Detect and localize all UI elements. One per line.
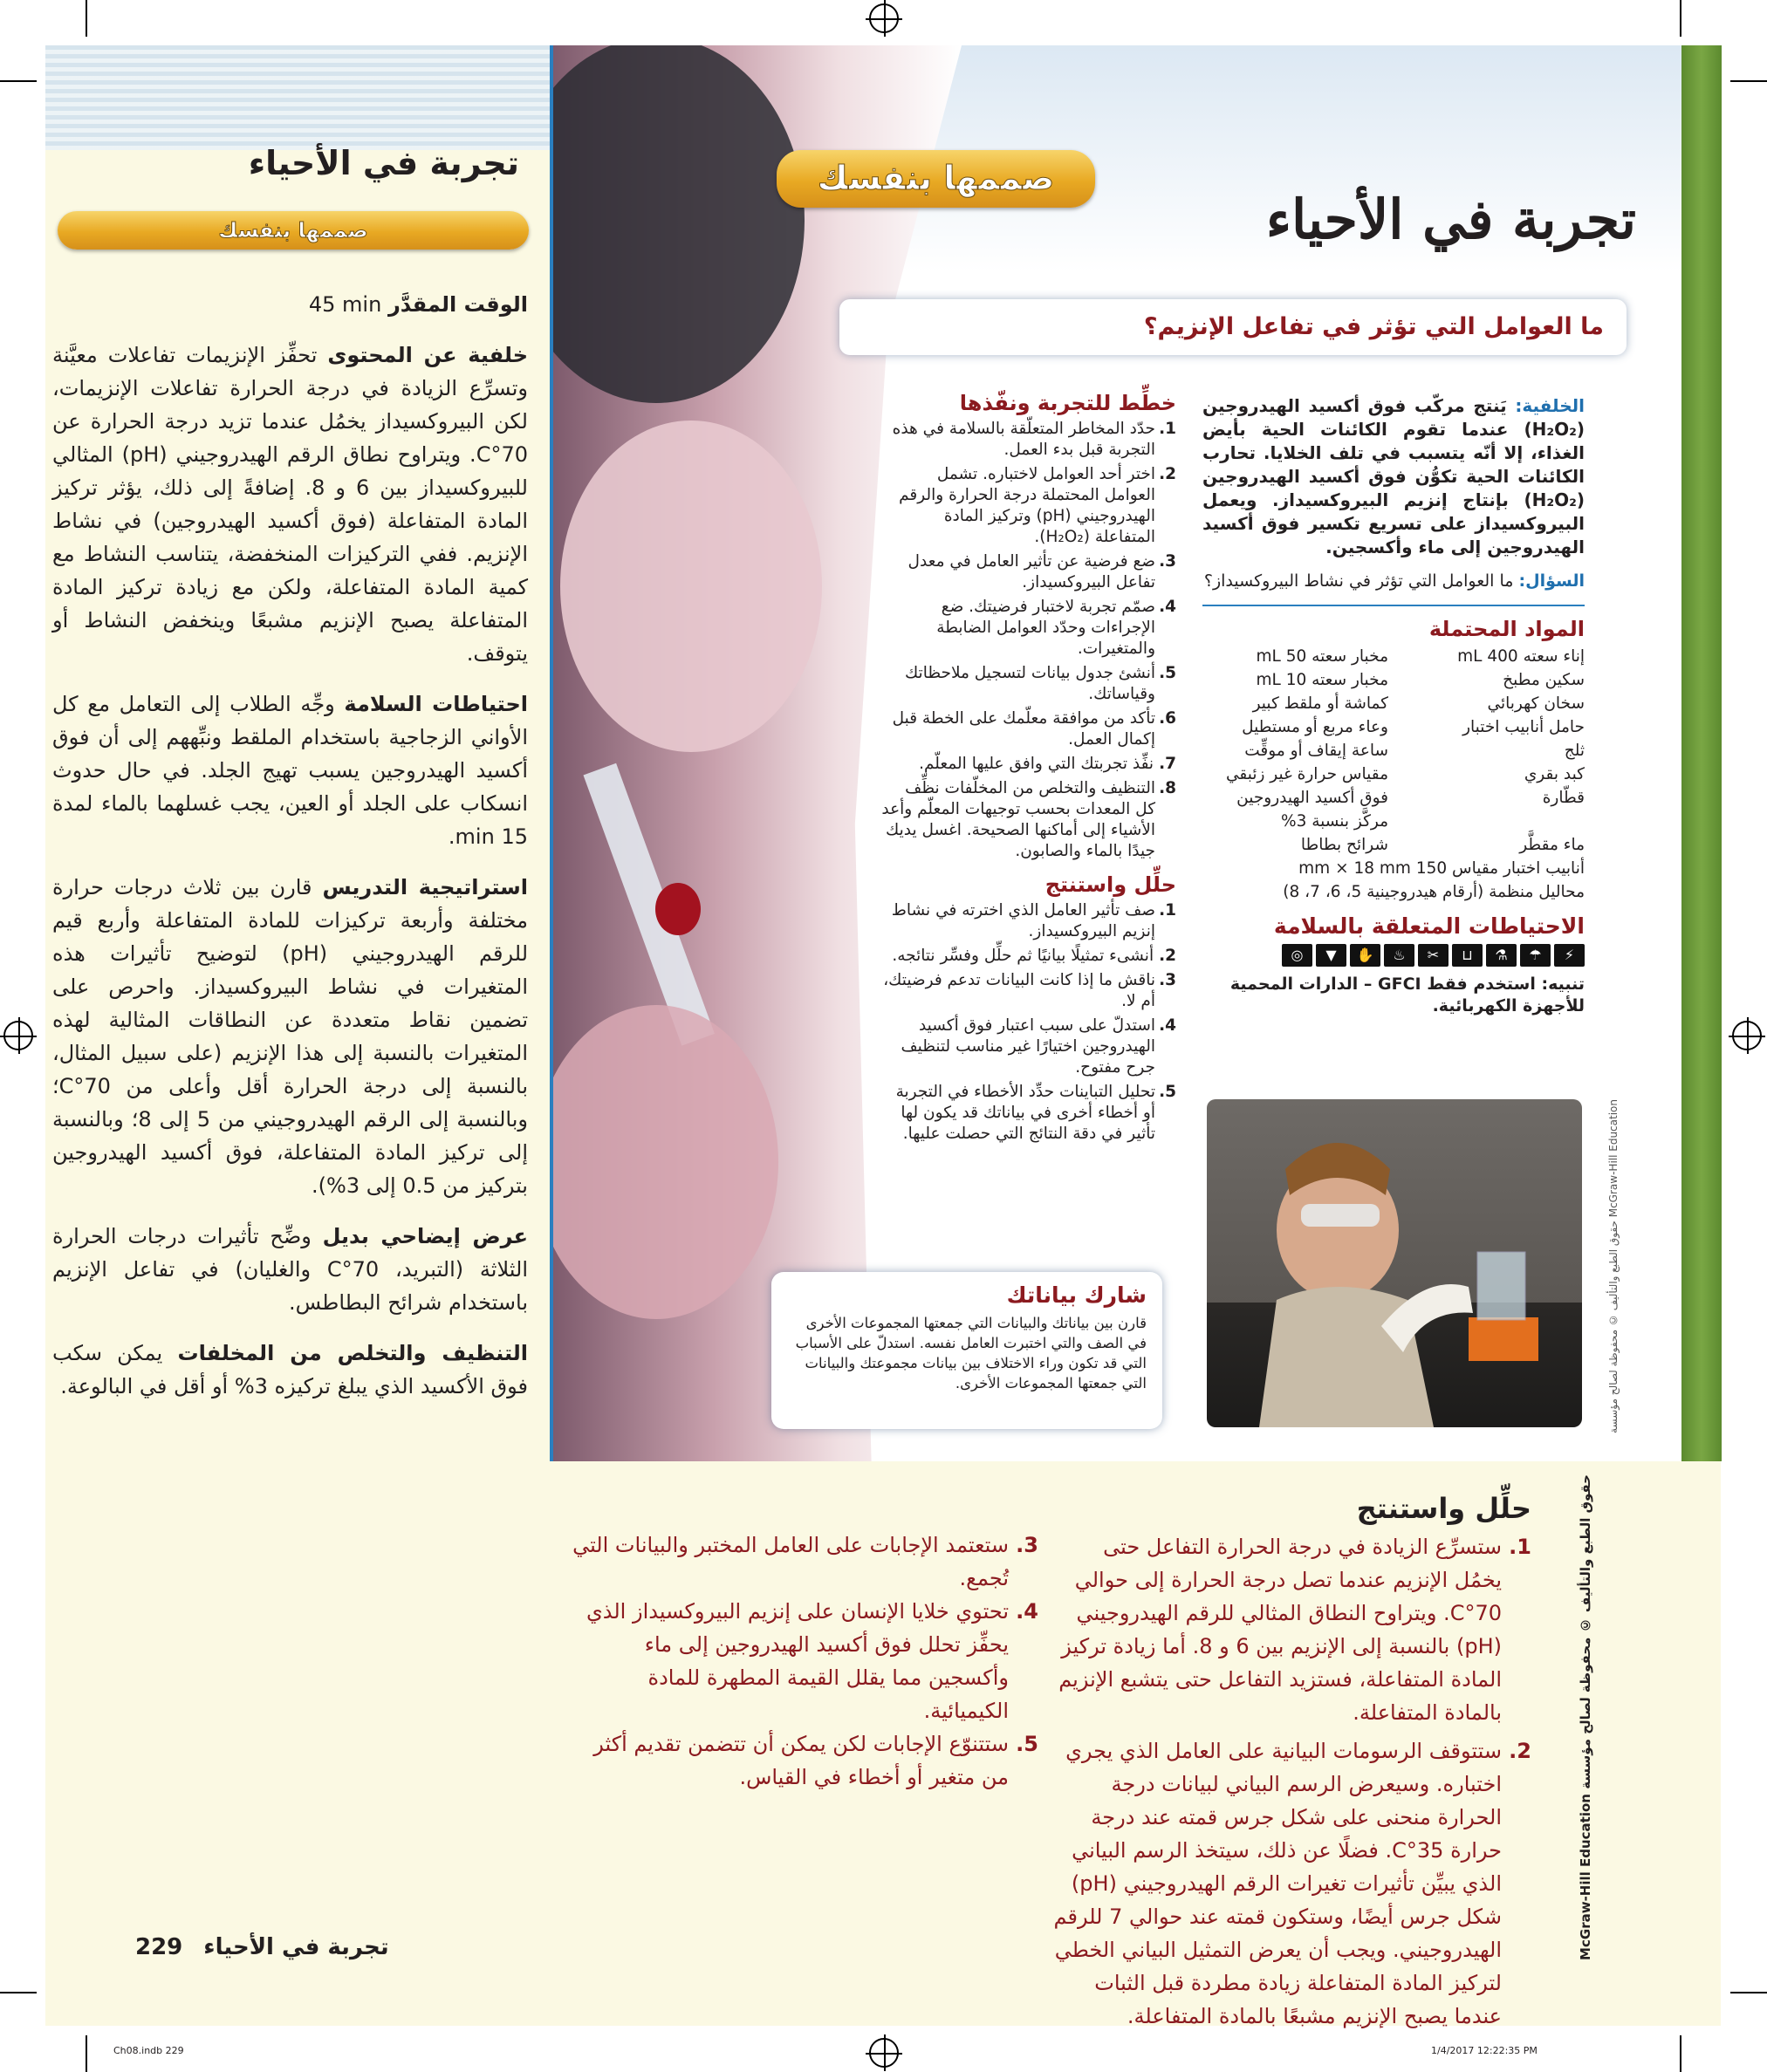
crop-mark	[1680, 2035, 1681, 2072]
material-item: كماشة أو ملقط كبير	[1252, 694, 1388, 713]
step-number: 2.	[1159, 947, 1176, 965]
step-number: 5.	[1159, 1083, 1176, 1101]
answers-column-left	[567, 1528, 1038, 1794]
safety-precautions: احتياطات السلامة وجِّه الطلاب إلى التعامل مع كل الأواني الزجاجية باستخدام الملقط ونبِّههم إلى أن فوق أكسيد الهيدروجين يسبب تهيج الجلد. في حال حدوث انسكاب على الجلد أو العين، يجب غسلهما بالماء لمدة 15 min.	[52, 692, 528, 849]
step-text: أنشئ جدول بيانات لتسجيل ملاحظاتك وقياساتك.	[904, 664, 1155, 703]
question-paragraph: السؤال: ما العوامل التي تؤثر في نشاط البيروكسيداز؟	[1203, 571, 1585, 591]
crop-mark	[1680, 0, 1681, 37]
content-background: خلفية عن المحتوى تحفِّز الإنزيمات تفاعلات معيَّنة وتسرِّع الزيادة في درجة الحرارة تفاعلات الإنزيمات، لكن البيروكسيداز يخمُل عندما تزيد درجة الحرارة عن 70°C. ويتراوح نطاق الرقم الهيدروجيني (pH) المثالي للبيروكسيداز بين 6 و 8. إضافةً إلى ذلك، يؤثر تركيز المادة المتفاعلة (فوق أكسيد الهيدروجين) في نشاط الإنزيم. ففي التركيزات المنخفضة، يتناسب النشاط مع كمية المادة المتفاعلة، ولكن مع زيادة تركيز المادة المتفاعلة يصبح الإنزيم مشبعًا وينخفض النشاط أو يتوقف.	[52, 343, 528, 666]
material-item: سكين مطبخ	[1503, 671, 1585, 689]
material-item: وعاء مربع أو مستطيل	[1242, 718, 1388, 736]
step-item	[881, 1015, 1176, 1078]
edge-strip	[1681, 45, 1722, 1461]
page-footer	[135, 1934, 389, 1960]
share-text: قارن بين بياناتك والبيانات التي جمعتها المجموعات الأخرى في الصف والتي اختبرت العامل نفسه. استدلّ على الأسباب التي قد تكون وراء الاختلاف بين بيانات مجموعتك والبيانات التي جمعتها المجموعات الأخرى.	[795, 1315, 1147, 1392]
material-item: محاليل منظمة (أرقام هيدروجينية 5، 6، 7، 8)	[1283, 883, 1585, 901]
step-number: 5.	[1159, 664, 1176, 682]
plan-heading: خطِّط للتجربة ونفّذها	[959, 391, 1176, 415]
step-text: التنظيف والتخلص من المخلّفات نظِّف كل المعدات بحسب توجيهات المعلّم وأعد الأشياء إلى أماكنها الصحيحة. اغسل يديك جيدًا بالماء والصابون.	[881, 779, 1155, 860]
teacher-notes	[52, 288, 528, 1420]
share-data-box	[771, 1272, 1162, 1429]
step-item	[881, 551, 1176, 593]
step-item	[881, 778, 1176, 862]
step-number: 3.	[1159, 971, 1176, 989]
step-text: حدّد المخاطر المتعلّقة بالسلامة في هذه التجربة قبل بدء العمل.	[892, 420, 1155, 459]
step-number: 4.	[1159, 598, 1176, 616]
step-text: تأكد من موافقة معلّمك على الخطة قبل إكمال العمل.	[892, 709, 1155, 749]
background-section	[1202, 394, 1585, 1017]
step-item	[881, 597, 1176, 660]
materials-heading: المواد المحتملة	[1428, 617, 1585, 641]
answer-item: 3. ستعتمد الإجابات على العامل المختبر والبيانات التي تُجمع.	[572, 1533, 1038, 1590]
material-item: كبد بقري	[1524, 765, 1585, 783]
materials-list-wide	[1202, 857, 1585, 904]
step-text: صف تأثير العامل الذي اخترته في نشاط إنزيم البيروكسيداز.	[891, 901, 1155, 940]
running-title: تجربة في الأحياء	[203, 1934, 389, 1960]
step-text: صمّم تجربة لاختبار فرضيتك. ضع الإجراءات وحدّد العوامل الضابطة والمتغيرات.	[936, 598, 1155, 658]
goggles-icon: ◎	[1282, 944, 1312, 967]
chemical-icon: ⚗	[1486, 944, 1517, 967]
student-banner: صممها بنفسك	[777, 150, 1095, 208]
teacher-banner: صممها بنفسك	[58, 211, 529, 250]
step-item	[881, 946, 1176, 967]
step-number: 2.	[1159, 465, 1176, 483]
safety-icons	[1202, 944, 1585, 967]
answers-column-right	[1051, 1492, 1531, 2028]
answers-heading: حلِّل واستنتج	[1356, 1492, 1531, 1525]
lab-question: ما العوامل التي تؤثر في تفاعل الإنزيم؟	[839, 299, 1627, 355]
cleanup-disposal: التنظيف والتخلص من المخلفات يمكن سكب فوق الأكسيد الذي يبلغ تركيزه 3% أو أقل في البالوعة.	[52, 1341, 528, 1398]
glass-icon: ⊔	[1452, 944, 1483, 967]
answer-item: 2. ستتوقف الرسومات البيانية على العامل الذي يجري اختباره. وسيعرض الرسم البياني لبيانات درجة الحرارة منحنى على شكل جرس قمته عند درجة حرارة 35°C. فضلًا عن ذلك، سيتخذ الرسم البياني الذي يبيِّن تأثيرات تغيرات الرقم الهيدروجيني (pH) شكل جرس أيضًا، وستكون قمته عند حوالي 7 للرقم الهيدروجيني. ويجب أن يعرض التمثيل البياني الخطي لتركيز المادة المتفاعلة زيادة مطردة قبل الثبات عندما يصبح الإنزيم مشبعًا بالمادة المتفاعلة.	[1053, 1739, 1531, 2028]
step-number: 4.	[1159, 1016, 1176, 1035]
material-item: مخبار سعته 10 mL	[1256, 671, 1388, 689]
registration-mark-icon	[1732, 1021, 1762, 1050]
material-item: شرائح بطاطا	[1300, 836, 1388, 854]
crop-mark	[1730, 80, 1767, 82]
page-number: 229	[135, 1934, 183, 1960]
step-item	[881, 708, 1176, 750]
material-item: أنابيب اختبار مقياس 150 mm × 18 mm	[1298, 859, 1585, 878]
material-item: قطّارة	[1542, 789, 1585, 807]
step-item	[881, 464, 1176, 548]
photo-credit: حقوق الطبع والتأليف © محفوظة لصالح مؤسسة McGraw-Hill Education	[1607, 1099, 1620, 1433]
analyze-steps	[881, 900, 1176, 1145]
electrical-icon: ⚡	[1554, 944, 1585, 967]
caution-text: تنبيه: استخدم فقط GFCI – الدارات المحمية للأجهزة الكهربائية.	[1229, 974, 1585, 1015]
material-item: فوق أكسيد الهيدروجين مركَّز بنسبة 3%	[1236, 789, 1388, 831]
crop-mark	[0, 80, 37, 82]
student-lab-photo	[1207, 1099, 1582, 1427]
materials-list	[1202, 645, 1585, 857]
page-title: تجربة في الأحياء	[1265, 188, 1636, 251]
sharp-icon: ✂	[1418, 944, 1449, 967]
step-number: 1.	[1159, 420, 1176, 438]
step-text: ناقش ما إذا كانت البيانات تدعم فرضيتك، أم لا.	[883, 971, 1155, 1010]
time-estimate: الوقت المقدَّر 45 min	[308, 292, 528, 317]
step-number: 7.	[1159, 755, 1176, 773]
material-item: حامل أنابيب اختبار	[1462, 718, 1585, 736]
registration-mark-icon	[3, 1021, 33, 1050]
step-item	[881, 754, 1176, 775]
step-item	[881, 419, 1176, 461]
teacher-title: تجربة في الأحياء	[248, 144, 519, 182]
slug-file: Ch08.indb 229	[113, 2045, 184, 2056]
page-rule	[550, 45, 553, 1461]
plan-steps	[881, 419, 1176, 862]
step-item	[881, 1082, 1176, 1145]
share-heading: شارك بياناتك	[1006, 1282, 1147, 1308]
plan-section	[881, 393, 1176, 1148]
alternative-demo: عرض إيضاحي بديل وضِّح تأثيرات درجات الحرارة الثلاثة (التبريد، 70°C والغليان) في تفاعل الإنزيم باستخدام شرائح البطاطس.	[52, 1224, 528, 1315]
hot-icon: ♨	[1384, 944, 1414, 967]
step-item	[881, 900, 1176, 942]
material-item: مقياس حرارة غير زئبقي	[1225, 765, 1388, 783]
slug-timestamp: 1/4/2017 12:22:35 PM	[1431, 2045, 1538, 2056]
crop-mark	[86, 0, 87, 37]
registration-mark-icon	[869, 2038, 899, 2068]
safety-heading: الاحتياطات المتعلقة بالسلامة	[1273, 913, 1585, 939]
answer-item: 4. تحتوي خلايا الإنسان على إنزيم البيروكسيداز الذي يحفِّز تحلل فوق أكسيد الهيدروجين إلى ماء وأكسجين مما يقلل القيمة المطهرة للمادة الكيميائية.	[586, 1599, 1038, 1723]
section-divider	[1202, 605, 1585, 606]
header-stripes	[45, 45, 551, 150]
hand-wash-icon: ☂	[1520, 944, 1551, 967]
step-text: نفِّذ تجربتك التي وافق عليها المعلّم.	[919, 755, 1154, 773]
registration-mark-icon	[869, 3, 899, 33]
apron-icon: ▼	[1316, 944, 1346, 967]
material-item: ماء مقطَّر	[1519, 836, 1585, 854]
crop-mark	[1730, 1992, 1767, 1993]
teaching-strategy: استراتيجية التدريس قارن بين ثلاث درجات حرارة مختلفة وأربعة تركيزات للمادة المتفاعلة وأربع قيم للرقم الهيدروجيني (pH) لتوضيح تأثيرات هذه المتغيرات في نشاط البيروكسيداز. واحرص على تضمين نقاط متعددة عن النطاقات المثالية لهذه المتغيرات بالنسبة إلى هذا الإنزيم (على سبيل المثال، بالنسبة إلى درجة الحرارة أقل وأعلى من 70°C؛ وبالنسبة إلى الرقم الهيدروجيني من 5 إلى 8؛ وبالنسبة إلى تركيز المادة المتفاعلة، فوق أكسيد الهيدروجين بتركيز من 0.5 إلى 3%).	[52, 875, 528, 1198]
step-number: 6.	[1159, 709, 1176, 728]
step-item	[881, 663, 1176, 705]
material-item: ساعة إيقاف أو موقِّت	[1244, 742, 1388, 760]
step-item	[881, 970, 1176, 1012]
background-paragraph: الخلفية: يَنتج مركّب فوق أكسيد الهيدروجين (H₂O₂) عندما تقوم الكائنات الحية بأيض الغذاء، إلا أنّه يتسبب في تلف الخلايا. تحارب الكائنات الحية تكوُّن فوق أكسيد الهيدروجين (H₂O₂) بإنتاج إنزيم البيروكسيداز. ويعمل البيروكسيداز على تسريع تكسير فوق أكسيد الهيدروجين إلى ماء وأكسجين.	[1202, 395, 1586, 557]
step-text: استدلّ على سبب اعتبار فوق أكسيد الهيدروجين اختيارًا غير مناسب لتنظيف جرح مفتوح.	[901, 1016, 1155, 1077]
material-item: سخان كهربائي	[1487, 694, 1585, 713]
analyze-heading: حلِّل واستنتج	[1044, 872, 1176, 897]
answer-item: 5. ستتنوّع الإجابات لكن يمكن أن تتضمن تقديم أكثر من متغير أو أخطاء في القياس.	[593, 1732, 1038, 1789]
step-text: أنشىء تمثيلًا بيانيًا ثم حلِّل وفسِّر نتائجه.	[892, 947, 1154, 965]
step-text: تحليل التباينات حدِّد الأخطاء في التجربة أو أخطاء أخرى في بياناتك قد يكون لها تأثير في دقة النتائج التي حصلت عليها.	[895, 1083, 1155, 1143]
crop-mark	[86, 2035, 87, 2072]
answer-item: 1. ستسرِّع الزيادة في درجة الحرارة التفاعل حتى يخمُل الإنزيم عندما تصل درجة الحرارة إلى حوالي 70°C. ويتراوح النطاق المثالي للرقم الهيدروجيني (pH) بالنسبة إلى الإنزيم بين 6 و 8. أما زيادة تركيز المادة المتفاعلة، فستزيد التفاعل حتى يتشبع الإنزيم بالمادة المتفاعلة.	[1058, 1535, 1531, 1725]
material-item: ثلج	[1564, 742, 1585, 760]
crop-mark	[0, 1992, 37, 1993]
copyright-notice: حقوق الطبع والتأليف © محفوظة لصالح مؤسسة McGraw-Hill Education	[1578, 1474, 1593, 1960]
step-number: 3.	[1159, 552, 1176, 571]
step-text: اختر أحد العوامل لاختباره. تشمل العوامل المحتملة درجة الحرارة والرقم الهيدروجيني (pH) وتركيز المادة المتفاعلة (H₂O₂).	[899, 465, 1155, 546]
glove-icon: ✋	[1350, 944, 1380, 967]
material-item: إناء سعته 400 mL	[1457, 647, 1585, 666]
step-number: 1.	[1159, 901, 1176, 920]
step-number: 8.	[1159, 779, 1176, 797]
material-item: مخبار سعته 50 mL	[1256, 647, 1388, 666]
step-text: ضع فرضية عن تأثير العامل في معدل تفاعل البيروكسيداز.	[907, 552, 1155, 592]
